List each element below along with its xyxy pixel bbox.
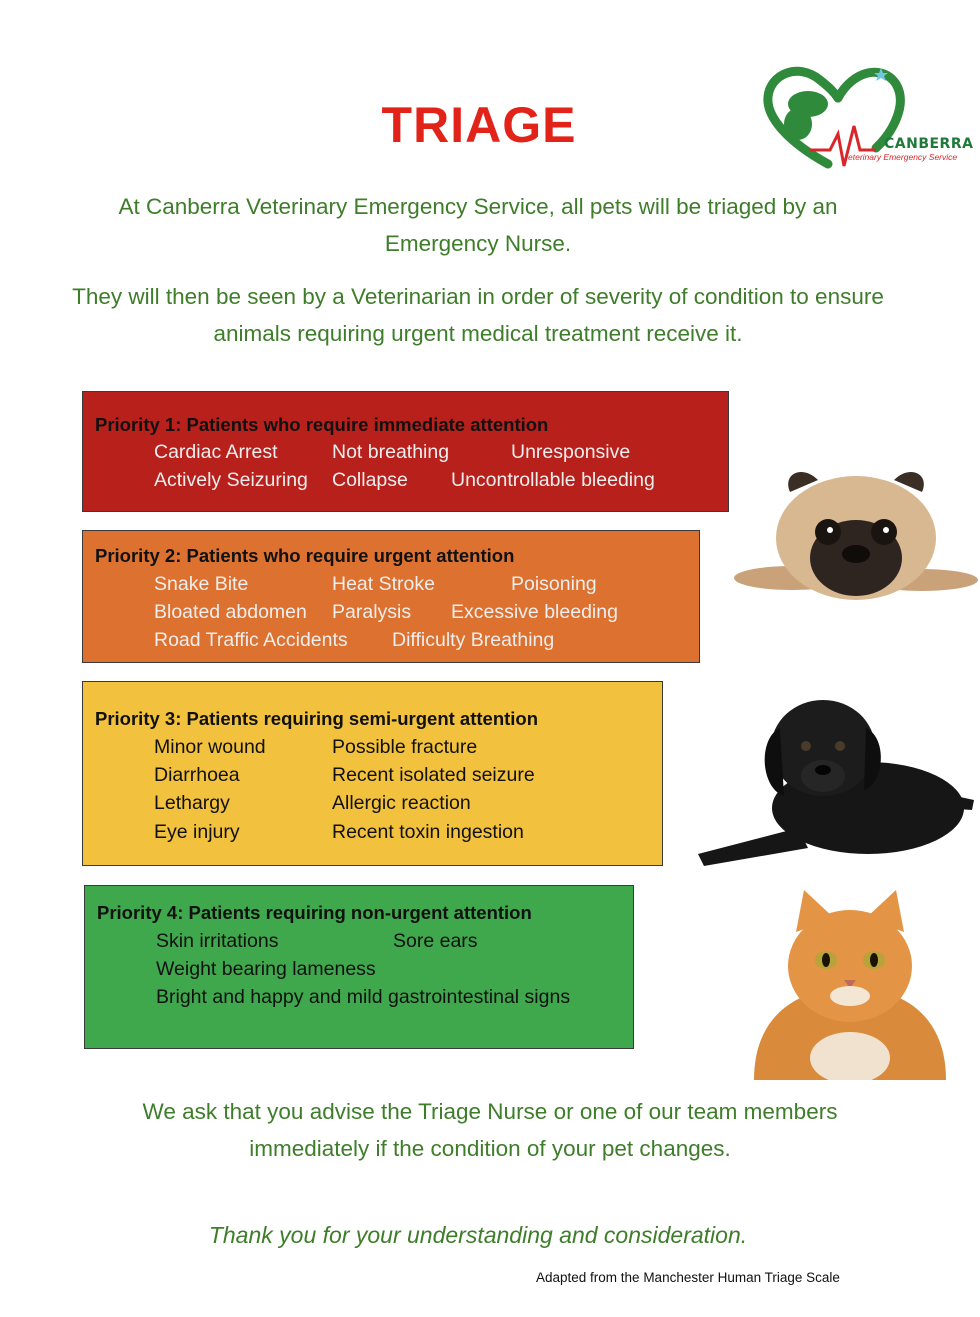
thanks-line: Thank you for your understanding and consideration. — [208, 1222, 748, 1248]
priority-3-item: Diarrhoea — [154, 764, 240, 786]
priority-4-item: Weight bearing lameness — [156, 958, 376, 980]
priority-4-item: Bright and happy and mild gastrointestinal signs — [156, 986, 571, 1008]
priority-2-item: Difficulty Breathing — [392, 629, 555, 651]
intro-paragraph-2: They will then be seen by a Veterinarian in order of severity of condition to ensure animals requiring urgent medical treatment receive it. — [72, 284, 884, 346]
priority-2-panel — [82, 530, 700, 663]
logo-name: CANBERRA — [884, 136, 974, 152]
priority-3-panel — [82, 681, 663, 866]
priority-1-item: Collapse — [332, 469, 408, 491]
priority-3-item: Lethargy — [154, 792, 230, 814]
ginger-kitten-photo — [734, 888, 966, 1080]
priority-1-item: Not breathing — [332, 441, 450, 463]
outro-paragraph: We ask that you advise the Triage Nurse or one of our team members immediately if the condition of your pet changes. — [142, 1099, 838, 1161]
priority-1-item: Uncontrollable bleeding — [451, 469, 655, 491]
priority-4-item: Skin irritations — [156, 930, 279, 952]
priority-3-item: Minor wound — [154, 736, 266, 758]
priority-2-item: Road Traffic Accidents — [154, 629, 348, 651]
priority-2-title: Priority 2: Patients who require urgent attention — [95, 545, 515, 566]
priority-3-item: Allergic reaction — [332, 792, 471, 814]
priority-3-item: Possible fracture — [332, 736, 478, 758]
priority-2-item: Heat Stroke — [332, 573, 435, 595]
priority-1-panel — [82, 391, 729, 512]
priority-2-item: Bloated abdomen — [154, 601, 307, 623]
priority-3-item: Recent isolated seizure — [332, 764, 535, 786]
logo-tagline: eterinary Emergency Service — [848, 152, 958, 162]
priority-4-panel — [84, 885, 634, 1049]
priority-4-item: Sore ears — [393, 930, 478, 952]
intro-paragraph-1: At Canberra Veterinary Emergency Service, all pets will be triaged by an Emergency Nurse. — [118, 194, 838, 256]
priority-1-item: Unresponsive — [511, 441, 631, 463]
page-title: TRIAGE — [381, 97, 577, 153]
priority-3-title: Priority 3: Patients requiring semi-urgent attention — [95, 708, 539, 729]
source-footnote: Adapted from the Manchester Human Triage Scale — [536, 1270, 840, 1285]
priority-3-item: Eye injury — [154, 821, 240, 843]
pug-dog-photo — [732, 450, 980, 610]
priority-1-item: Actively Seizuring — [154, 469, 308, 491]
canberra-logo — [758, 62, 970, 180]
priority-4-title: Priority 4: Patients requiring non-urgent attention — [97, 902, 532, 923]
priority-2-item: Paralysis — [332, 601, 412, 623]
priority-2-item: Poisoning — [511, 573, 597, 595]
priority-2-item: Snake Bite — [154, 573, 249, 595]
priority-3-item: Recent toxin ingestion — [332, 821, 524, 843]
black-puppy-photo — [688, 688, 978, 878]
priority-1-item: Cardiac Arrest — [154, 441, 278, 463]
priority-1-title: Priority 1: Patients who require immediate attention — [95, 414, 549, 435]
priority-2-item: Excessive bleeding — [451, 601, 618, 623]
